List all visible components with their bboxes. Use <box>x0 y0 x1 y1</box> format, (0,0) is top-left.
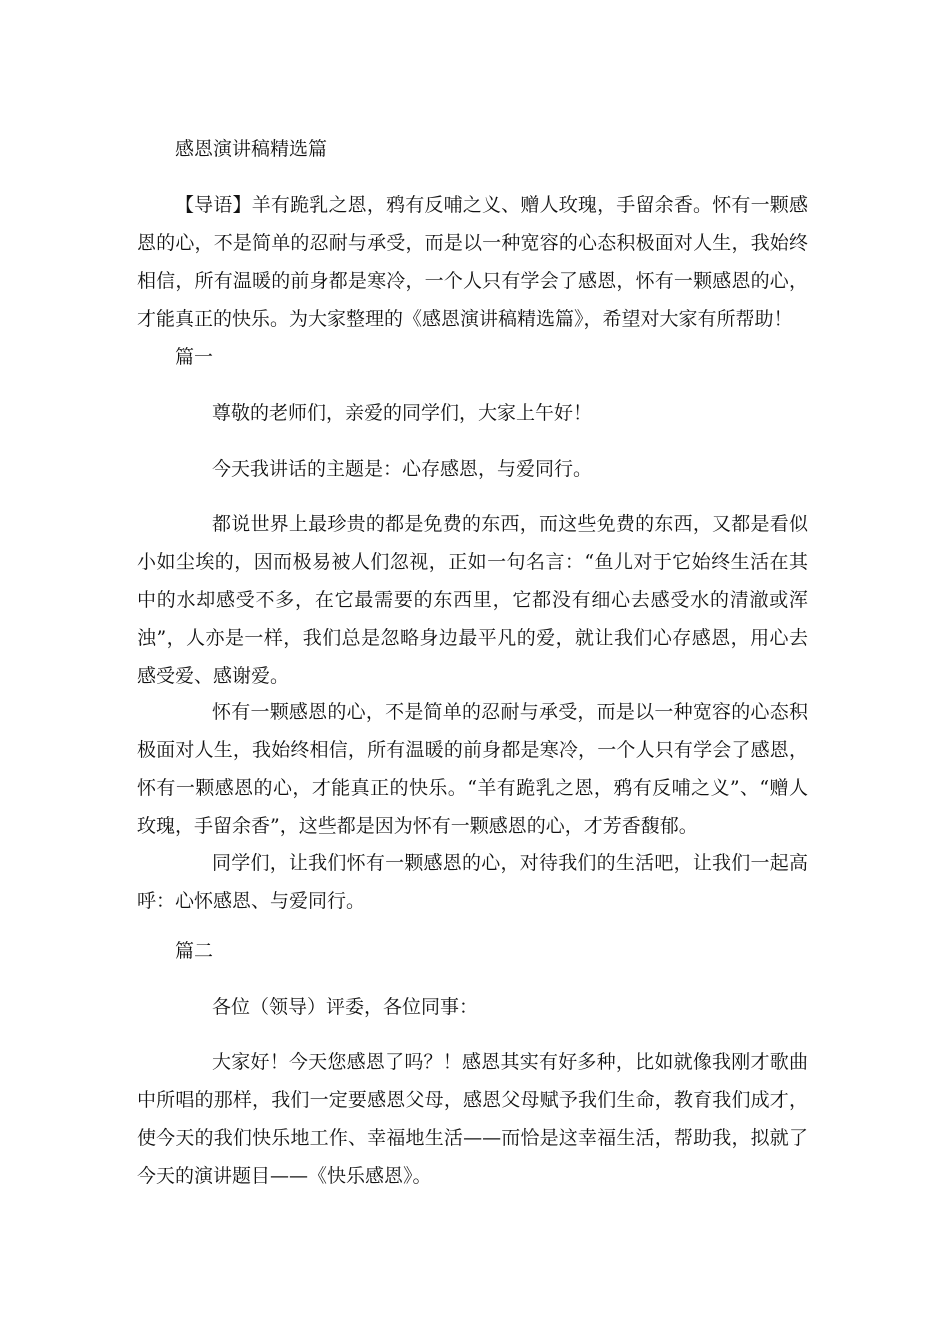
body-paragraph-1: 都说世界上最珍贵的都是免费的东西，而这些免费的东西，又都是看似小如尘埃的，因而极易被人们忽视，正如一句名言：“鱼儿对于它始终生活在其中的水却感受不多，在它最需要的东西里，它都没有细心去感受水的清澈或浑浊”，人亦是一样，我们总是忽略身边最平凡的爱，就让我们心存感恩，用心去感受爱、感谢爱。 <box>137 513 808 687</box>
section-heading-1: 篇一 <box>175 346 214 368</box>
section-heading-2: 篇二 <box>175 940 214 962</box>
greeting-2: 各位（领导）评委，各位同事： <box>212 996 479 1018</box>
theme-line: 今天我讲话的主题是：心存感恩，与爱同行。 <box>212 458 593 480</box>
body-paragraph-3: 同学们，让我们怀有一颗感恩的心，对待我们的生活吧，让我们一起高呼：心怀感恩、与爱同行。 <box>137 852 808 912</box>
intro-paragraph: 【导语】羊有跪乳之恩，鸦有反哺之义、赠人玫瑰，手留余香。怀有一颗感恩的心，不是简单的忍耐与承受，而是以一种宽容的心态积极面对人生，我始终相信，所有温暖的前身都是寒冷，一个人只有学会了感恩，怀有一颗感恩的心，才能真正的快乐。为大家整理的《感恩演讲稿精选篇》，希望对大家有所帮助！ <box>137 194 808 330</box>
body-paragraph-4: 大家好！今天您感恩了吗？！感恩其实有好多种，比如就像我刚才歌曲中所唱的那样，我们一定要感恩父母，感恩父母赋予我们生命，教育我们成才，使今天的我们快乐地工作、幸福地生活——而恰是这幸福生活，帮助我，拟就了今天的演讲题目——《快乐感恩》。 <box>137 1051 808 1187</box>
body-paragraph-2: 怀有一颗感恩的心，不是简单的忍耐与承受，而是以一种宽容的心态积极面对人生，我始终相信，所有温暖的前身都是寒冷，一个人只有学会了感恩，怀有一颗感恩的心，才能真正的快乐。“羊有跪乳之恩，鸦有反哺之义”、“赠人玫瑰，手留余香”，这些都是因为怀有一颗感恩的心，才芳香馥郁。 <box>137 701 808 837</box>
document-title: 感恩演讲稿精选篇 <box>175 138 328 160</box>
greeting-1: 尊敬的老师们，亲爱的同学们，大家上午好！ <box>212 402 593 424</box>
